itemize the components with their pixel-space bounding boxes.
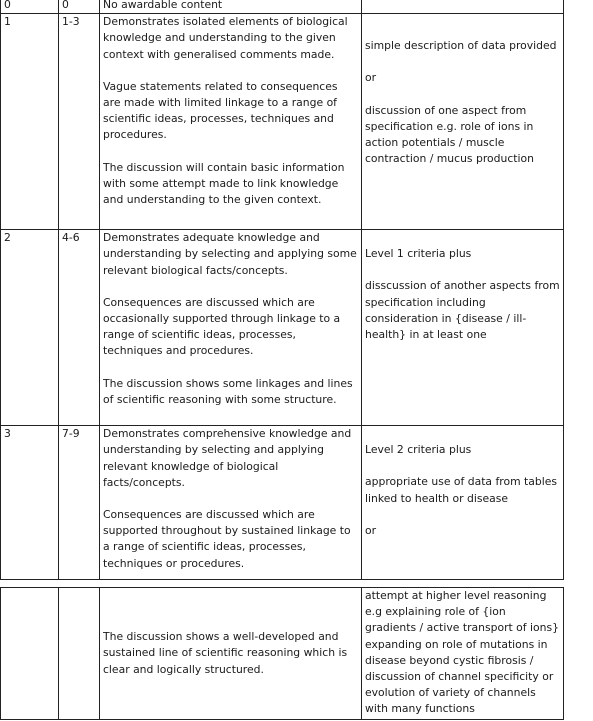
table-row-level-1 xyxy=(1,14,564,230)
table-row-level-3 xyxy=(1,426,564,580)
marks-cell: 7-9 xyxy=(59,426,100,580)
marks-cell: 0 xyxy=(59,0,100,14)
level-cell xyxy=(1,588,59,720)
indicative-text: Level 1 criteria plus xyxy=(365,247,472,261)
indicative-cell xyxy=(362,0,564,14)
descriptor-text: Consequences are discussed which are supported throughout by sustained linkage to a range of scientific ideas, processes, techniques or procedures. xyxy=(103,508,351,570)
indicative-text: or xyxy=(365,71,377,85)
marks-cell: 4-6 xyxy=(59,230,100,426)
indicative-cell xyxy=(362,588,564,720)
indicative-text: or xyxy=(365,523,377,537)
descriptor-text: The discussion will contain basic information with some attempt made to link knowledge and understanding to the given context. xyxy=(103,160,345,207)
mark-scheme-table-continuation xyxy=(0,587,564,720)
descriptor-text: The discussion shows a well-developed and sustained line of scientific reasoning which is clear and logically structured. xyxy=(103,630,348,676)
descriptor-text: Vague statements related to consequences are made with limited linkage to a range of scientific ideas, processes, techniques and procedures. xyxy=(103,79,338,142)
descriptor-text: Demonstrates comprehensive knowledge and understanding by selecting and applying relevant knowledge of biological facts/concepts. xyxy=(103,427,352,489)
descriptor-text: The discussion shows some linkages and lines of scientific reasoning with some structure. xyxy=(103,376,353,406)
descriptor-text: Demonstrates isolated elements of biological knowledge and understanding to the given context with generalised comments made. xyxy=(103,15,348,61)
indicative-text: discussion of one aspect from specification e.g. role of ions in action potentials / muscle contraction / mucus production xyxy=(365,103,534,166)
level-cell: 2 xyxy=(1,230,59,426)
indicative-text: Level 2 criteria plus xyxy=(365,443,472,457)
descriptor-text: No awardable content xyxy=(103,0,223,11)
level-cell: 1 xyxy=(1,14,59,230)
table-row-level-2 xyxy=(1,230,564,426)
descriptor-text: Demonstrates adequate knowledge and understanding by selecting and applying some relevant biological facts/concepts. xyxy=(103,231,357,277)
descriptor-cell xyxy=(100,14,362,230)
descriptor-cell xyxy=(100,426,362,580)
descriptor-cell xyxy=(100,588,362,720)
marks-cell xyxy=(59,588,100,720)
table-row-level-0 xyxy=(1,0,564,14)
indicative-text: appropriate use of data from tables linked to health or disease xyxy=(365,475,558,505)
indicative-text: disscussion of another aspects from specification including consideration in {disease / ill-health} in at least one xyxy=(365,279,560,342)
descriptor-cell xyxy=(100,0,362,14)
descriptor-cell xyxy=(100,230,362,426)
descriptor-text: Consequences are discussed which are occasionally supported through linkage to a range of scientific ideas, processes, techniques and procedures. xyxy=(103,295,341,358)
marks-cell: 1-3 xyxy=(59,14,100,230)
indicative-cell xyxy=(362,230,564,426)
indicative-text: attempt at higher level reasoning e.g explaining role of {ion gradients / active transport of ions} expanding on role of mutations in disease beyond cystic fibrosis / discussion of channel specificity or evolution of variety of channels with many functions xyxy=(365,589,559,716)
indicative-cell xyxy=(362,426,564,580)
indicative-cell xyxy=(362,14,564,230)
level-cell: 0 xyxy=(1,0,59,14)
table-row-continuation xyxy=(1,588,564,720)
indicative-text: simple description of data provided xyxy=(365,39,557,53)
level-cell: 3 xyxy=(1,426,59,580)
